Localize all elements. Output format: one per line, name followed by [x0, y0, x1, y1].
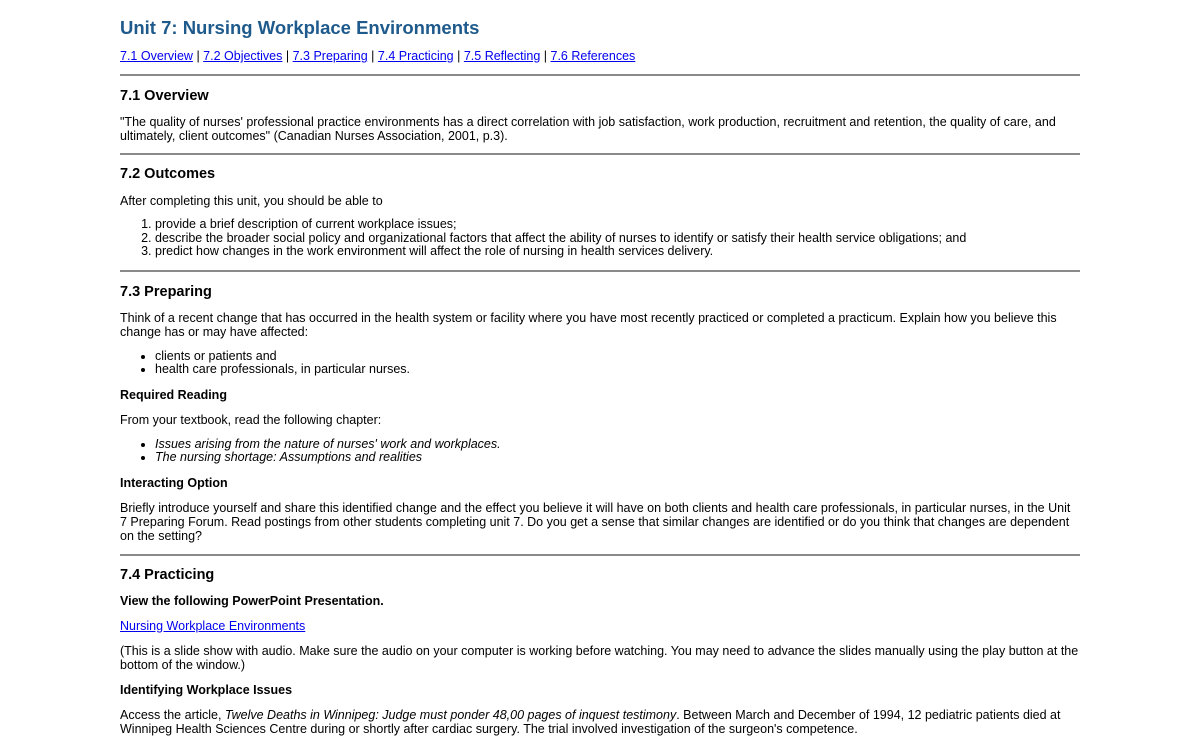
section-divider — [120, 554, 1080, 556]
article-title: Twelve Deaths in Winnipeg: Judge must ponder 48,00 pages of inquest testimony — [224, 707, 677, 722]
slideshow-note: (This is a slide show with audio. Make sure the audio on your computer is working before watching. You may need to advance the slides manually using the play button at the bottom of the window.) — [120, 643, 1079, 672]
section-divider — [120, 153, 1080, 155]
interacting-text: Briefly introduce yourself and share this identified change and the effect you believe it will have on both clients and health care professionals, in particular nurses, in the Unit 7 Preparing Forum. Read postings from other students completing unit 7. Do you get a sense that similar changes are identified or do you think that changes are dependent on the setting? — [120, 500, 1071, 543]
section-divider — [120, 270, 1080, 272]
section-nav — [120, 49, 1080, 63]
reading-intro: From your textbook, read the following chapter: — [120, 412, 382, 427]
preparing-bullets — [120, 350, 1080, 377]
list-item: 2. describe the broader social policy and organizational factors that affect the ability of nurses to identify or satisfy their health service obligations; and — [155, 232, 1080, 246]
required-reading-heading: Required Reading — [120, 387, 227, 402]
nav-link-references[interactable]: 7.6 References — [550, 49, 636, 63]
nav-separator: | — [285, 49, 290, 63]
list-item: • Issues arising from the nature of nurses' work and workplaces. — [155, 438, 1080, 452]
nav-link-objectives[interactable]: 7.2 Objectives — [203, 49, 283, 63]
outcomes-heading: 7.2 Outcomes — [120, 166, 216, 182]
page-content — [120, 17, 1080, 736]
outcomes-intro: After completing this unit, you should be able to — [120, 194, 383, 208]
preparing-heading: 7.3 Preparing — [120, 283, 212, 300]
nav-link-reflecting[interactable]: 7.5 Reflecting — [463, 49, 541, 63]
list-item: 3. predict how changes in the work environment will affect the role of nursing in health services delivery. — [155, 245, 1080, 259]
nav-separator: | — [371, 49, 375, 63]
nav-separator: | — [543, 49, 548, 63]
overview-heading: 7.1 Overview — [120, 88, 209, 104]
presentation-link[interactable]: Nursing Workplace Environments — [120, 618, 306, 633]
list-item: • The nursing shortage: Assumptions and realities — [155, 451, 1080, 465]
nav-link-practicing[interactable]: 7.4 Practicing — [377, 49, 454, 63]
list-item: • clients or patients and — [155, 350, 1080, 364]
issues-heading: Identifying Workplace Issues — [120, 682, 293, 697]
interacting-heading: Interacting Option — [120, 475, 228, 490]
article-paragraph: Access the article, Twelve Deaths in Winnipeg: Judge must ponder 48,00 pages of inquest testimony. Between March and December of 1994, 12 pediatric patients died at Winnipeg Health Sciences Centre during or shortly after cardiac surgery. The trial involved investigation of the surgeon's competence. — [120, 707, 1061, 736]
presentation-link-line — [120, 619, 1080, 633]
reading-list — [120, 438, 1080, 465]
outcomes-list — [120, 218, 1080, 259]
section-divider — [120, 74, 1080, 76]
preparing-intro: Think of a recent change that has occurred in the health system or facility where you have most recently practiced or completed a practicum. Explain how you believe this change has or may have affected: — [120, 310, 1057, 339]
nav-link-preparing[interactable]: 7.3 Preparing — [292, 49, 368, 63]
overview-quote: "The quality of nurses' professional practice environments has a direct correlation with job satisfaction, work production, recruitment and retention, the quality of care, and ultimately, client outcomes" (Canadian Nurses Association, 2001, p.3). — [120, 115, 1056, 143]
nav-separator: | — [457, 49, 461, 63]
page-title: Unit 7: Nursing Workplace Environments — [120, 17, 480, 38]
view-heading: View the following PowerPoint Presentation. — [120, 593, 384, 608]
list-item: • health care professionals, in particular nurses. — [155, 363, 1080, 377]
practicing-heading: 7.4 Practicing — [120, 566, 215, 583]
list-item: 1. provide a brief description of current workplace issues; — [155, 218, 1080, 232]
nav-separator: | — [196, 49, 200, 63]
nav-link-overview[interactable]: 7.1 Overview — [120, 49, 193, 63]
